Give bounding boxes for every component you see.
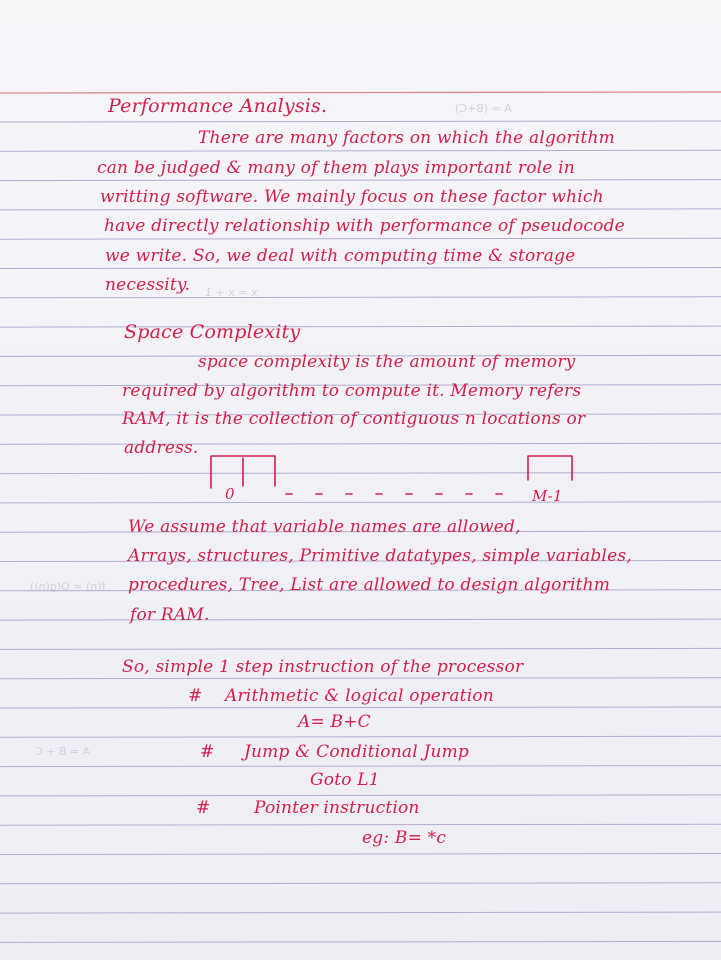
intro-line: can be judged & many of them plays important role in	[97, 158, 575, 178]
instruction-example: A= B+C	[298, 712, 371, 732]
space-line: address.	[124, 438, 199, 458]
intro-line: There are many factors on which the algorithm	[198, 128, 615, 148]
intro-line: we write. So, we deal with computing time & storage	[105, 246, 576, 266]
diagram-end-label: M-1	[532, 487, 563, 505]
memory-cell-end	[528, 456, 572, 480]
instruction-example: Goto L1	[310, 770, 380, 790]
bullet-hash: #	[200, 742, 215, 762]
space-line: space complexity is the amount of memory	[198, 352, 576, 372]
assume-line: procedures, Tree, List are allowed to design algorithm	[128, 575, 611, 595]
bullet-hash: #	[196, 798, 211, 818]
bleed-through-text: f(n) = O(g(n))	[30, 580, 106, 593]
instruction-intro: So, simple 1 step instruction of the processor	[122, 657, 524, 677]
memory-cell-start	[211, 456, 275, 488]
space-line: RAM, it is the collection of contiguous n locations or	[122, 409, 586, 429]
bleed-through-text: x = x + 1	[205, 286, 258, 299]
space-line: required by algorithm to compute it. Memory refers	[122, 381, 582, 401]
instruction-example: eg: B= *c	[362, 828, 447, 848]
instruction-label: Pointer instruction	[254, 798, 420, 818]
instruction-label: Jump & Conditional Jump	[244, 742, 470, 762]
section-heading-space-complexity: Space Complexity	[124, 321, 301, 343]
assume-line: for RAM.	[130, 605, 210, 625]
bleed-through-text: A = (B+C)	[455, 102, 512, 115]
assume-line: Arrays, structures, Primitive datatypes, simple variables,	[128, 546, 632, 566]
intro-line: necessity.	[105, 275, 191, 295]
diagram-start-label: 0	[225, 485, 235, 503]
bullet-hash: #	[188, 686, 203, 706]
assume-line: We assume that variable names are allowed,	[128, 517, 521, 537]
page-title: Performance Analysis.	[108, 95, 328, 117]
bleed-through-text: A = B + C	[35, 745, 91, 758]
intro-line: have directly relationship with performance of pseudocode	[104, 216, 625, 236]
instruction-label: Arithmetic & logical operation	[225, 686, 494, 706]
intro-line: writting software. We mainly focus on these factor which	[100, 187, 604, 207]
